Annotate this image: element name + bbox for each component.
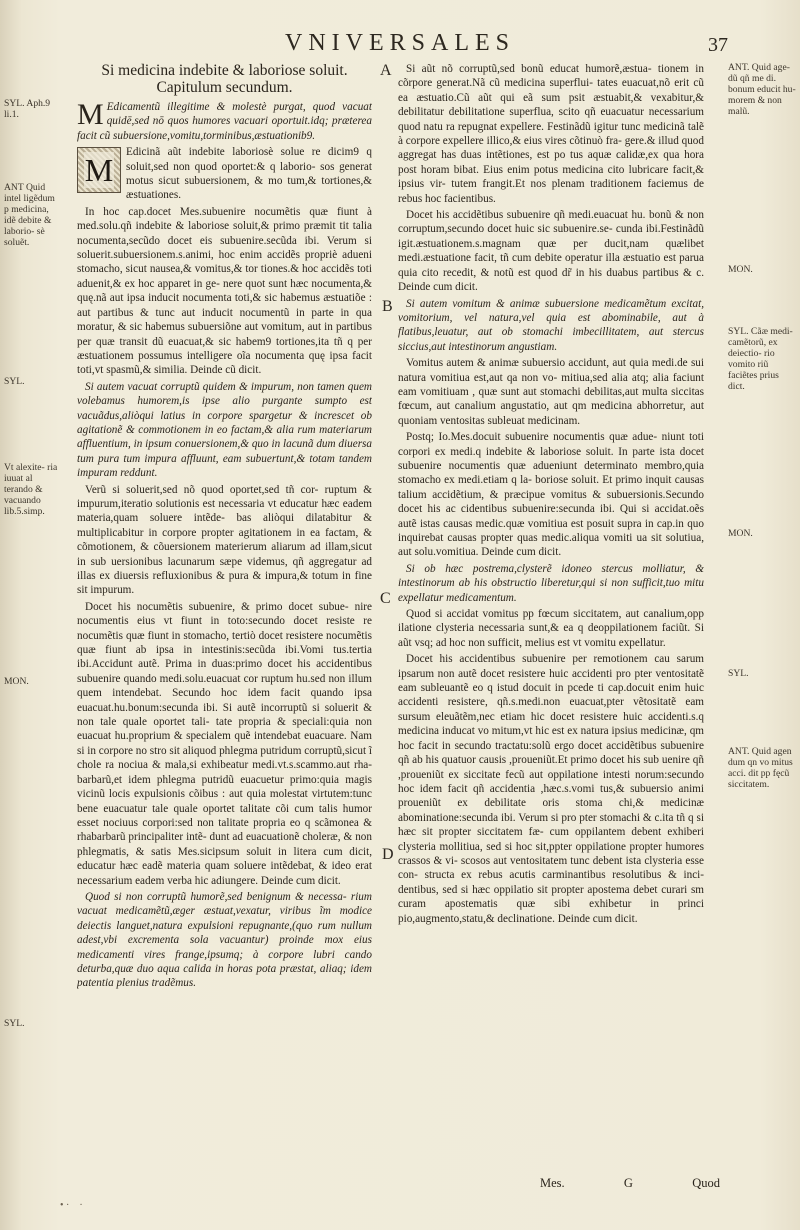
- text-paragraph-2: Docet his accidẽtibus subuenire qñ medi.euacuat hu. bonũ & non corruptum,secundo docet huic sic subuenire.se- cunda ibi.Festinãdũ igit.æstuationem.s.magnam quæ per ducit,nam quælibet medi.æstuatione facit, tñ cum debite operatur illa æstuatio est parua quia cito recedit, & notũ est quod dr̃ in his duabus partibus & c. Deinde cum dicit.: [398, 209, 704, 294]
- running-head: VNIVERSALES: [284, 30, 515, 56]
- margin-note-right-3: SYL. Cãæ medi- camẽtorũ, ex deiectio- rio vomito riũ faciẽtes prius dict.: [728, 326, 793, 392]
- right-column: [398, 62, 704, 1162]
- text-paragraph-2: [77, 145, 372, 203]
- left-column: [77, 62, 372, 1202]
- text-paragraph-3: Si autem vomitum & animæ subuersione medicamẽtum excitat, vomitorium, vel natura,vel quia est abominabile, aut à flatibus,leuatur, aut ob stomachi imbecillitatem, aut stercus siccius,aut intestinorum angustiam.: [398, 297, 704, 353]
- text-paragraph-4: Vomitus autem & animæ subuersio accidunt, aut quia medi.de sui natura vomitiua est,aut qa non vo- mitiua,sed alia atq; alia faciunt eam vomitiuam , quæ sunt aut stomachi debilitas,aut multa siccitas fœcum, aut canalium angustatio, aut qm medicina abhorretur, aut quoniam ventositas subleuat medicinam.: [398, 357, 704, 427]
- margin-note-right-4: MON.: [728, 528, 753, 539]
- section-mark-d: D: [382, 846, 394, 863]
- chapter-heading-line-1: Si medicina indebite & laboriose soluit.: [101, 62, 348, 79]
- text-paragraph-4: Si autem vacuat corruptũ quidem & impurum, non tamen quem volebamus humorem,is ipse alio purgante sumpto est vacuãdus,aliòqui latius in corpore spargetur & increscet ob agitationẽ & commotionem in eo factam,& alia rum materiarum affluentium, in ipsum conuersionem,& quo in lacunã dum diuersa tum pura tum impura affluunt, eam subuertunt,& totam tandem impuram reddunt.: [77, 380, 372, 480]
- margin-note-left-6: SYL.: [4, 1018, 25, 1029]
- text-paragraph-6: Docet his nocumẽtis subuenire, & primo docet subue- nire nocumentis eius vt fiunt in toto:secundo docet resiste re nocumẽtis quæ fiunt in stomacho, tertiò docet resistere nocumẽtis quæ fiunt ab ipsa in intestinis:secũda ibi.Vomi tus.tertia ibi.Accidunt autẽ. Prima in duas:primo docet his accidentibus subuenire quando medi.solu.euacuat cor ruptum hu.sed non illum quem intendebat. Secundo hoc idem facit quando ipsa euacuat.hu.bonum:secunda ibi. Si autẽ incorruptũ si soluerit & non tale quale oportet tali- tate propria & speciali:quia non euacuat hu.proprium & specialem quẽ intendebat euacuare. Nam si in corpore no stro sit aliquod phlegma putridum corruptũ,sicut ĩ chole ra nociua & mala,si exhibeatur medi.vt.s.scammo.aut rha- barbarũ,et idem phlegma putridũ euacuetur primo:quia magis vicinũ locis expulsionis cõibus : aut quia molestat virtutem:tunc bene euacuatur tale quale oportet talitate cõi cum talis humor esset nociuus corpori:sed non talitate propria eo q scãmonea & rhabarbarũ principaliter intẽ- dunt ad euacuationẽ choleræ, & non phlegmatis, & satis Mes.sicipsum soluit in litera cum dicit, educatur hæc eadẽ materia quam soluere intẽdebat, & ideo erat necessarium eadem verba hic adiungere. Deinde cum dicit.: [77, 600, 372, 887]
- margin-note-right-5: SYL.: [728, 668, 749, 679]
- signature-line: [540, 1176, 720, 1191]
- running-title-mark: Mes.: [540, 1176, 565, 1190]
- margin-note-right-6: ANT. Quid agen dum qn vo mitus acci. dit pp fęcũ siccitatem.: [728, 746, 793, 790]
- section-mark-a: A: [380, 62, 392, 79]
- signature-mark: G: [623, 1176, 633, 1190]
- text-paragraph-7: Quod si non corruptũ humorẽ,sed benignum & necessa- rium vacuat medicamẽtũ,æger æstuat,vexatur, viribus ĩm modice deiectis languet,natura expulsioni repugnante,(quo rum nullum adest,vbi excrementa sola vacuantur) proinde mox eius medicamenti vires frange,ipsumq; à corpore lubri cando deturba,quæ duo aqua calida in horas pota præstat, aliaq; idem patentia plenius tradẽmus.: [77, 890, 372, 990]
- paragraph-text: Edicamentũ illegitime & molestè purgat, quod vacuat quidē,sed nō quos humores vacuari oportuit.idq; præterea facit cũ subuersione,vomitu,torminibus,æstuationib9.: [77, 101, 372, 142]
- chapter-heading-line-2: Capitulum secundum.: [156, 79, 293, 96]
- margin-note-right-1: ANT. Quid age- dũ qñ me di. bonum educit hu- morem & non malũ.: [728, 62, 796, 117]
- section-mark-c: C: [380, 590, 391, 607]
- text-paragraph-3: In hoc cap.docet Mes.subuenire nocumẽtis quæ fiunt à med.solu.qñ indebite & laboriose soluit,& primo præmit tit talia nocumenta,secũdo docet eis subuenire.secũda ibi. Verum si soluerit.subuersionem.s.animi, hoc enim accidẽs propriè adueni stomacho, sicut nausea,& vomitus,& tor tiones.& hoc accidẽs toti aduenit,& ex hoc apparet in ge- nere quot sunt hæc nocumenta,& quę.nã aut ipsa inducit nocumenta toti,& sic habemus æstuatiõe : aut partibus & tunc aut inducit nocumentũ in parte in qua moratur, & sic habemus subuersiõne aut vomitum, aut in partibus per quæ transit dũ euacuat,& sic habem9 tortiones,ita tñ q per æstuationem possumus intelligere oĩa nocumenta quę ipsa facit toti,vt spasmũ,& similia. Deinde cũ dicit.: [77, 205, 372, 377]
- margin-note-left-1: SYL. Aph.9 li.1.: [4, 98, 51, 120]
- catchword: Quod: [692, 1176, 720, 1190]
- decorated-initial: [77, 147, 121, 193]
- page-number: 37: [708, 34, 728, 56]
- margin-note-left-5: MON.: [4, 676, 29, 687]
- text-paragraph-7: Quod si accidat vomitus pp fœcum siccitatem, aut canalium,opp ilatione clysteria necessaria sunt,& ea q deoppilationem faciũt. Si aũt vsq; ad hoc non sufficit, melius est vt vomitu expellatur.: [398, 608, 704, 649]
- section-mark-b: B: [382, 298, 393, 315]
- paper-specks: • · ·: [60, 1200, 83, 1211]
- initial-letter: M: [84, 152, 114, 189]
- initial-letter: M: [77, 98, 104, 131]
- margin-note-right-2: MON.: [728, 264, 753, 275]
- margin-note-left-2: ANT Quid intel ligẽdum p medicina, idẽ debite & laborio- sè soluẽt.: [4, 182, 55, 248]
- margin-note-left-4: Vt alexite- ria iuuat al terando & vacuando lib.5.simp.: [4, 462, 58, 517]
- text-paragraph-5: Verũ si soluerit,sed nõ quod oportet,sed tñ cor- ruptum & impurum,iteratio solutionis est necessaria vt educatur hæc eadem materia,quam soluere intẽde- bas aliòqui dilatabitur & multiplicabitur in corpore propter agitationem in ea factam, & cõmotionem, & cõuersionem materierum aliarum ad illam,sicut in sub uersionibus lacunarum sæpe videmus, qñ aggregatur ad illas ex diuersis refluxionibus & pura & impura,& totum in fine sit impurum.: [77, 483, 372, 597]
- chapter-heading: [77, 62, 372, 96]
- text-paragraph-8: Docet his accidentibus subuenire per remotionem cau sarum ipsarum non autẽ docet resistere huic accidenti pro pter ventositatẽ eam subleuantẽ eo q istud docuit in pcede ti cap.docuit enim huic accidenti resistere, qñ.s.medi.non euacuat,pter vẽtositatẽ eam sursum eleuãtẽm,nec etiam hic docet resistere huic accidenti.s.q medicina inducat vo mitum,vt hic est ex natura ipsius medicinæ, qm hoc facit in secundo tractatu:solũ ergo docet accidẽtibus subuenire qñ ab his quatuor causis ,proueniũt.Et primo docet his sub uenire qñ ,proueniũt ex siccitate fecũ aut oppilatione intesti norum:secundo hoc idem facit qñ accidentia ,hæc.s.vomi tus,& subuersio animi proueniũt ex debilitate oris stoma chi,& medicinæ abominatione:secunda ibi. Verum si pro pter stomachi & c.ita tñ q si hæc sit propter siccitatem fæ- cum oppilantem debent exhiberi clysteria mollitiua, sed si hoc sit,ppter oppilatione propter humores crassos & vi- scosos aut ventositatem tunc debent ista clysteria esse con- structa ex rebus acutis carminantibus resolutibus & inci- dentibus, sed si hæc oppilatio sit propter apostema debet curari sm curam apostematis quæ sibi exhibetur in princi pio,augmento,statu,& declinatione. Deinde cum dicit.: [398, 653, 704, 925]
- text-paragraph-1: Si aũt nõ corruptũ,sed bonũ educat humorẽ,æstua- tionem in cõrpore generat.Nã cũ medicina superflui- tates euacuat,nõ erit cũ ea æstuatio.Cũ aũt qui eã sum psit æstuabit,& vexabitur,& debilitatur debilitatione superflua, scito qñ euacuatur necessarium quod natu ra repugnat expellere. Festinãdũ igitur tunc medicinã talẽ à corpore expellere illico,& eius vires cõtinuò fra- gere.& illud quod aggregat has duas intẽtiones, est po tus aquæ calidæ,ex qua hora post horam bibat. Eius enim potus medicina cito lubricare facit,& ipsius vir- tutem frangit.Et nos plenam traditionem faciemus de rebus hoc facientibus.: [398, 63, 704, 205]
- paragraph-text: Edicinã aũt indebite laboriosè solue re dicim9 q soluit,sed non quod oportet:& q laborio- sos generat motus sicut subuersionem, & mo tum,& tortiones,& æstuationes.: [126, 146, 372, 202]
- text-paragraph-6: Si ob hæc postrema,clysterẽ idoneo stercus molliatur, & intestinorum ab his obstructio liberetur,qui si non sufficit,tuo mitu expellatur medicamentum.: [398, 562, 704, 604]
- text-paragraph-5: Postq; Io.Mes.docuit subuenire nocumentis quæ adue- niunt toti corpori ex medi.q indebite & laboriose soluit. In parte ista docet subuenire nocumentis quæ adueniunt determinato membro,quia stomacho ex medi.etiam q la- boriose soluit. Et primo inquit causas talium accidẽtium, & præcipue vomitus & subuersionis.Secundo docet his ac cidentibus subuenire:secunda ibi. Qui si accidat.oẽs autẽ istas causas medic.quæ vomitiua est posuit supra in cap.in quo inquirebat causas propter quas medic.aliqua vomiti ua sit solutiua, aut solu.vomitiua. Deinde cum dicit.: [398, 431, 704, 559]
- text-paragraph-1: [77, 100, 372, 143]
- margin-note-left-3: SYL.: [4, 376, 25, 387]
